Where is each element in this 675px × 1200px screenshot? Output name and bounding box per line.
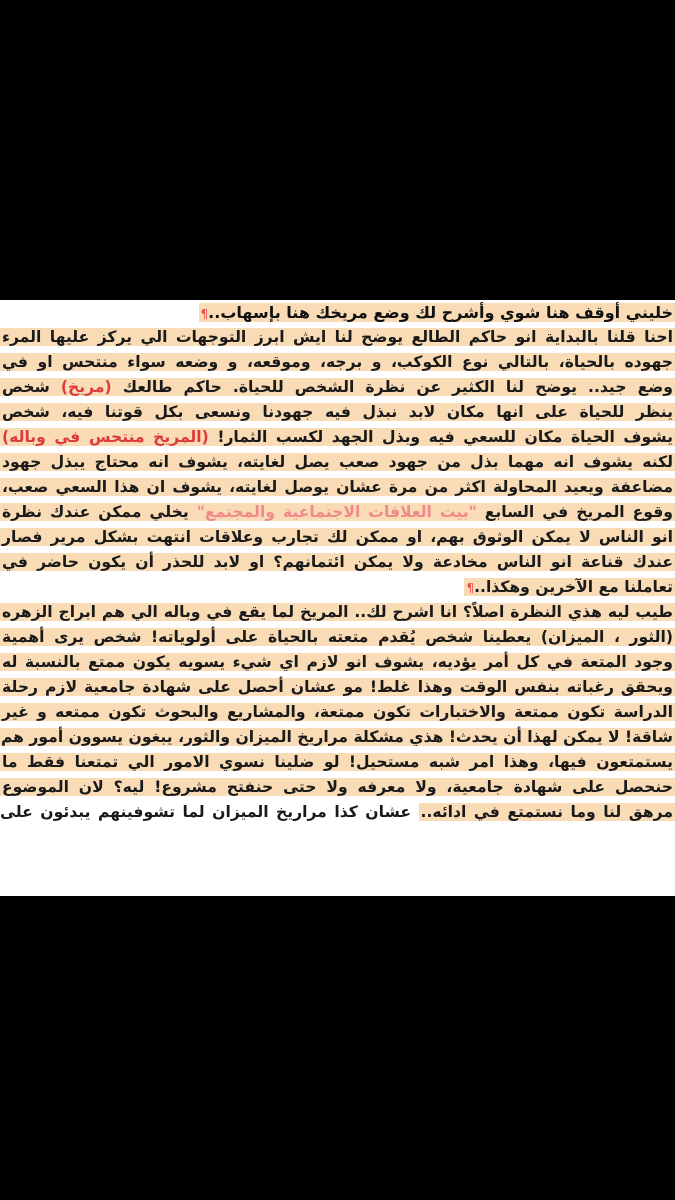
highlighted-quote: "بيت العلاقات الاجتماعية والمجتمع" xyxy=(196,503,477,521)
text-line: تعاملنا مع الآخرين وهكذا..¶ xyxy=(466,578,673,596)
highlighted-term: (مريخ) xyxy=(60,378,112,396)
text-line: وقوع المريخ في السابع "بيت العلاقات الاجتماعية والمجتمع" يخلي ممكن عندك نظرة xyxy=(2,503,673,521)
text-line: يشوف الحياة مكان للسعي فيه وبذل الجهد لكسب الثمار! (المريخ منتحس في وباله) xyxy=(2,428,674,446)
document-title: خليني أوقف هنا شوي وأشرح لك وضع مريخك هنا بإسهاب..¶ xyxy=(200,303,673,322)
text-line: طيب ليه هذي النظرة اصلاً؟ انا اشرح لك.. المريخ لما يقع في وباله الي هم ابراج الزهره xyxy=(2,603,673,621)
paragraph-mark-icon: ¶ xyxy=(200,307,209,321)
text-line: (الثور ، الميزان) يعطينا شخص يُقدم متعته بالحياة على أولوياته! شخص يرى أهمية xyxy=(2,628,673,646)
text-line: وجود المتعة في كل أمر يؤديه، يشوف انو لازم اي شيء يسويه يكون ممتع بالنسبة له xyxy=(2,653,673,671)
text-line: انو الناس لا يمكن الوثوق بهم، او ممكن لك تجارب وعلاقات انتهت بشكل مرير فصار xyxy=(2,528,673,546)
paragraph-mark-icon: ¶ xyxy=(466,581,475,595)
text-line: وضع جيد.. يوضح لنا الكثير عن نظرة الشخص للحياة. حاكم طالعك (مريخ) شخص xyxy=(2,378,673,396)
text-line: شاقة! لا يمكن لهذا أن يحدث! هذي مشكلة مراريخ الميزان والثور، يبغون يسوون أمور هم xyxy=(0,728,673,746)
text-line: احنا قلنا بالبداية انو حاكم الطالع يوضح لنا ايش ابرز التوجهات الي يركز عليها المرء xyxy=(2,328,673,346)
paragraph-2 xyxy=(0,600,675,825)
text-line: مرهق لنا وما نستمتع في ادائه.. عشان كذا مراريخ الميزان لما تشوفينهم يبدئون على xyxy=(0,803,674,821)
text-line: يستمتعون فيها، وهذا امر شبه مستحيل! لو ضلينا نسوي الامور الي تمتعنا فقط ما xyxy=(2,753,673,771)
text-line: ويحقق رغباته بنفس الوقت وهذا غلط! مو عشان أحصل على شهادة جامعية لازم رحلة xyxy=(2,678,673,696)
text-line: جهوده بالحياة، بالتالي نوع الكوكب، و برجه، وموقعه، و وضعه سواء منتحس او في xyxy=(2,353,673,371)
text-line: ينظر للحياة على انها مكان لابد نبذل فيه جهودنا ونسعى بكل قوتنا فيه، شخص xyxy=(2,403,673,421)
paragraph-1 xyxy=(0,325,675,600)
document-page xyxy=(0,300,675,896)
highlighted-term: (المريخ منتحس في وباله) xyxy=(2,428,209,446)
text-line: عندك قناعة انو الناس مخادعة ولا يمكن ائتمانهم؟ او لابد للحذر أن يكون حاضر في xyxy=(2,553,673,571)
text-line: حنحصل على شهادة جامعية، ولا معرفه ولا حتى حنفتح مشروع! ليه؟ لان الموضوع xyxy=(2,778,673,796)
text-line: الدراسة تكون ممتعة والاختبارات تكون ممتعة، والمشاريع والبحوث تكون ممتعه و غير xyxy=(2,703,673,721)
text-line: لكنه يشوف انه مهما بذل من جهود صعب يصل لغايته، يشوف انه محتاج يبذل جهود xyxy=(2,453,673,471)
text-line: مضاعفة ويعيد المحاولة اكثر من مرة عشان يوصل لغايته، يشوف ان هذا السعي صعب، xyxy=(2,478,673,496)
